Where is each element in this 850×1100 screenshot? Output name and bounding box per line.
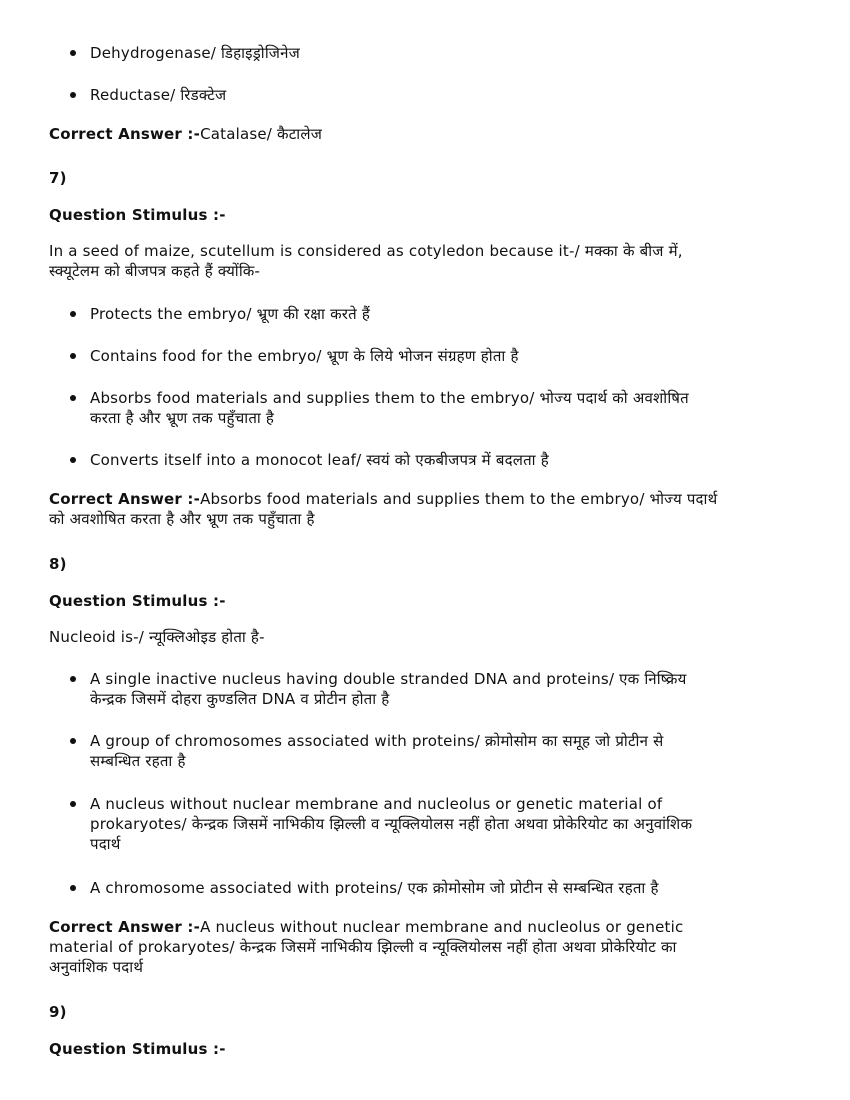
q7-option-1: Protects the embryo/ भ्रूण की रक्षा करते हैं [70, 304, 800, 324]
q8-option-2-line1: A group of chromosomes associated with proteins/ क्रोमोसोम का समूह जो प्रोटीन से [90, 732, 664, 750]
q7-option-3-line1: Absorbs food materials and supplies them to the embryo/ भोज्य पदार्थ को अवशोषित [90, 389, 689, 407]
q8-option-3 [70, 794, 800, 854]
q7-stimulus-label: Question Stimulus :- [49, 206, 226, 224]
q9-stimulus-label: Question Stimulus :- [49, 1040, 226, 1058]
q8-option-1 [70, 669, 800, 709]
q8-option-3-line2: prokaryotes/ केन्द्रक जिसमें नाभिकीय झिल्ली व न्यूक्लियोलस नहीं होता अथवा प्रोकेरियोट का अनुवांशिक [90, 815, 693, 833]
q6-correct-answer [49, 124, 809, 144]
correct-answer-text-cont: material of prokaryotes/ केन्द्रक जिसमें नाभिकीय झिल्ली व न्यूक्लियोलस नहीं होता अथवा प्रोकेरियोट का [49, 938, 677, 956]
q7-number: 7) [49, 169, 67, 187]
correct-answer-text-cont2: अनुवांशिक पदार्थ [49, 958, 144, 976]
correct-answer-text-cont: को अवशोषित करता है और भ्रूण तक पहुँचाता है [49, 510, 315, 528]
correct-answer-text: Absorbs food materials and supplies them to the embryo/ भोज्य पदार्थ [200, 490, 718, 508]
q8-option-1-line1: A single inactive nucleus having double stranded DNA and proteins/ एक निष्क्रिय [90, 670, 687, 688]
q9-number: 9) [49, 1003, 67, 1021]
correct-answer-text: Catalase/ कैटालेज [200, 125, 323, 143]
q8-option-2-line2: सम्बन्धित रहता है [90, 752, 186, 770]
q8-option-2 [70, 731, 800, 771]
q7-option-4: Converts itself into a monocot leaf/ स्वयं को एकबीजपत्र में बदलता है [70, 450, 800, 470]
correct-answer-label: Correct Answer :- [49, 918, 201, 936]
q8-stimulus-label: Question Stimulus :- [49, 592, 226, 610]
q7-correct-answer [49, 489, 809, 529]
q7-option-3 [70, 388, 800, 428]
q8-option-4: A chromosome associated with proteins/ एक क्रोमोसोम जो प्रोटीन से सम्बन्धित रहता है [70, 878, 800, 898]
q8-correct-answer [49, 917, 809, 977]
q7-stimulus-line2: स्क्यूटेलम को बीजपत्र कहते हैं क्योंकि- [49, 262, 261, 280]
correct-answer-label: Correct Answer :- [49, 125, 201, 143]
q7-stimulus-line1: In a seed of maize, scutellum is considered as cotyledon because it-/ मक्का के बीज में, [49, 242, 683, 260]
q8-number: 8) [49, 555, 67, 573]
q7-stimulus [49, 241, 809, 281]
correct-answer-label: Correct Answer :- [49, 490, 201, 508]
q8-option-3-line1: A nucleus without nuclear membrane and nucleolus or genetic material of [90, 795, 663, 813]
q8-option-3-line3: पदार्थ [90, 835, 121, 853]
q7-option-3-line2: करता है और भ्रूण तक पहुँचाता है [90, 409, 275, 427]
option-dehydrogenase: Dehydrogenase/ डिहाइड्रोजिनेज [70, 43, 800, 63]
correct-answer-text: A nucleus without nuclear membrane and nucleolus or genetic [200, 918, 684, 936]
q7-option-2: Contains food for the embryo/ भ्रूण के लिये भोजन संग्रहण होता है [70, 346, 800, 366]
option-reductase: Reductase/ रिडक्टेज [70, 85, 800, 105]
q8-option-1-line2: केन्द्रक जिसमें दोहरा कुण्डलित DNA व प्रोटीन होता है [90, 690, 390, 708]
q8-stimulus: Nucleoid is-/ न्यूक्लिओइड होता है- [49, 628, 265, 646]
